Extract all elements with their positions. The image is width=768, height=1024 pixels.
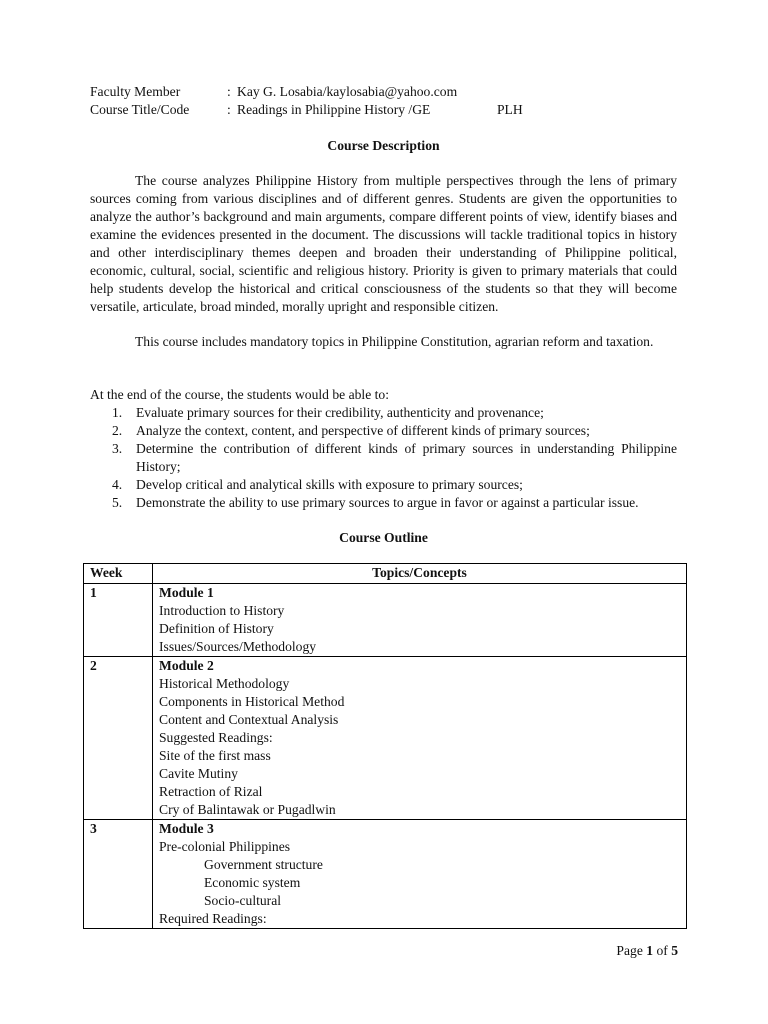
objective-item bbox=[90, 494, 677, 512]
objective-text: Determine the contribution of different kinds of primary sources in understanding Philippine History; bbox=[136, 441, 677, 474]
objective-item bbox=[90, 476, 677, 494]
topics-cell bbox=[153, 820, 687, 929]
topic-item: Definition of History bbox=[159, 621, 274, 636]
course-title-row bbox=[90, 101, 690, 119]
table-row bbox=[84, 584, 687, 657]
topic-item: Site of the first mass bbox=[159, 748, 271, 763]
topic-item: Historical Methodology bbox=[159, 676, 290, 691]
topics-cell bbox=[153, 657, 687, 820]
course-description-heading: Course Description bbox=[327, 138, 440, 153]
objective-item bbox=[90, 422, 677, 440]
table-row bbox=[84, 820, 687, 929]
objective-number: 3. bbox=[112, 441, 123, 456]
objective-item bbox=[90, 404, 677, 422]
course-outline-heading: Course Outline bbox=[339, 530, 428, 545]
topic-subitem: Government structure bbox=[204, 857, 323, 872]
week-number: 3 bbox=[84, 820, 153, 929]
page-total-number: 5 bbox=[671, 943, 678, 958]
objective-text: Develop critical and analytical skills with exposure to primary sources; bbox=[136, 477, 523, 492]
topic-item: Cry of Balintawak or Pugadlwin bbox=[159, 802, 336, 817]
page-number-footer bbox=[616, 942, 678, 960]
module-title: Module 3 bbox=[159, 821, 214, 836]
course-title-colon: : bbox=[227, 102, 231, 117]
objective-number: 5. bbox=[112, 495, 123, 510]
topic-item: Required Readings: bbox=[159, 911, 267, 926]
objectives-list bbox=[90, 404, 677, 512]
page-word: Page bbox=[616, 943, 643, 958]
topic-item: Pre-colonial Philippines bbox=[159, 839, 291, 854]
objective-item bbox=[90, 440, 677, 476]
objective-number: 1. bbox=[112, 405, 123, 420]
table-row bbox=[84, 657, 687, 820]
faculty-member-label: Faculty Member bbox=[90, 84, 181, 99]
topics-column-header: Topics/Concepts bbox=[153, 564, 687, 584]
page-current-number: 1 bbox=[646, 943, 654, 958]
course-title-label: Course Title/Code bbox=[90, 102, 190, 117]
topic-item: Introduction to History bbox=[159, 603, 285, 618]
topic-item: Issues/Sources/Methodology bbox=[159, 639, 317, 654]
topic-item: Components in Historical Method bbox=[159, 694, 345, 709]
topic-subitem: Socio-cultural bbox=[204, 893, 282, 908]
objective-text: Evaluate primary sources for their credibility, authenticity and provenance; bbox=[136, 405, 544, 420]
course-code-value: PLH bbox=[497, 102, 523, 117]
week-column-header: Week bbox=[84, 564, 153, 584]
module-title: Module 1 bbox=[159, 585, 214, 600]
topic-subitem: Economic system bbox=[204, 875, 301, 890]
week-number: 2 bbox=[84, 657, 153, 820]
objective-text: Demonstrate the ability to use primary sources to argue in favor or against a particular issue. bbox=[136, 495, 639, 510]
module-title: Module 2 bbox=[159, 658, 214, 673]
topics-cell bbox=[153, 584, 687, 657]
course-description-paragraph-2: This course includes mandatory topics in Philippine Constitution, agrarian reform and taxation. bbox=[135, 334, 654, 349]
course-description-paragraph-1: The course analyzes Philippine History from multiple perspectives through the lens of primary sources coming from various disciplines and of different genres. Students are given the opportunities to analyze the author’s background and main arguments, compare different points of view, identify biases and examine the evidences presented in the document. The discussions will tackle traditional topics in history and other interdisciplinary themes deepen and broaden their understanding of Philippine political, economic, cultural, social, scientific and religious history. Priority is given to primary materials that could help students develop the historical and critical consciousness of the students so that they will become versatile, articulate, broad minded, morally upright and responsible citizen. bbox=[90, 173, 677, 314]
objectives-intro: At the end of the course, the students would be able to: bbox=[90, 387, 389, 402]
week-number: 1 bbox=[84, 584, 153, 657]
topic-item: Content and Contextual Analysis bbox=[159, 712, 339, 727]
faculty-member-colon: : bbox=[227, 84, 231, 99]
objective-number: 4. bbox=[112, 477, 123, 492]
objective-text: Analyze the context, content, and perspective of different kinds of primary sources; bbox=[136, 423, 590, 438]
topic-item: Retraction of Rizal bbox=[159, 784, 263, 799]
course-title-value: Readings in Philippine History /GE bbox=[237, 102, 431, 117]
faculty-member-value: Kay G. Losabia/kaylosabia@yahoo.com bbox=[237, 84, 458, 99]
table-header-row bbox=[84, 564, 687, 584]
course-outline-table bbox=[83, 563, 687, 929]
of-word: of bbox=[656, 943, 668, 958]
topic-item: Cavite Mutiny bbox=[159, 766, 238, 781]
topic-item: Suggested Readings: bbox=[159, 730, 273, 745]
objective-number: 2. bbox=[112, 423, 123, 438]
faculty-member-row bbox=[90, 83, 690, 101]
